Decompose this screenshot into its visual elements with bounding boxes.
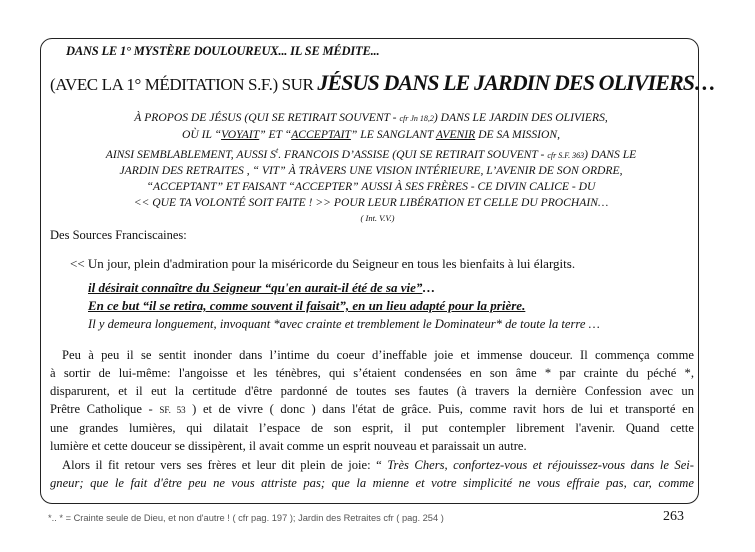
header-title: JÉSUS DANS LE JARDIN DES OLIVIERS… (317, 70, 716, 95)
source-ref: cfr S.F. 363 (547, 150, 585, 160)
intro-line: OÙ IL “VOYAIT” ET “ACCEPTAIT” LE SANGLANT AVENIR DE SA MISSION, (181, 127, 561, 141)
paragraph-line: lumière et cette douceur se dissipèrent, il avait comme un esprit nouveau et paraissait un autre. (50, 439, 527, 454)
intro-line: “ACCEPTANT” ET FAISANT “ACCEPTER” AUSSI À SES FRÈRES - CE DIVIN CALICE - DU (146, 180, 596, 194)
source-ref: SF. 53 (159, 405, 186, 416)
intro-line: JARDIN DES RETRAITES , “ VIT” À TRÀVERS UNE VISION INTÉRIEURE, L’AVENIR DE SON ORDRE, (119, 164, 623, 178)
paragraph-line: Peu à peu il se sentit inonder dans l’intime du coeur d’ineffable joie et immense douceur. Il commença comme (62, 348, 694, 362)
bold-quote-2: En ce but “il se retira, comme souvent il faisait”, en un lieu adapté pour la prière. (88, 298, 526, 313)
paragraph-line: Prêtre Catholique - SF. 53 ) et de vivre ( donc ) dans l'état de grâce. Puis, comme ravit hors de lui et transporté en (50, 402, 694, 417)
paragraph-line: Alors il fit retour vers ses frères et leur dit plein de joie: “ Très Chers, confortez-vous et réjouissez-vous dans le Sei- (62, 457, 694, 472)
paragraph-line: une grandes lumières, qui dilatait l’espace de son esprit, il put contempler librement l'avenir. Quand cette (50, 421, 694, 436)
sources-label: Des Sources Franciscaines: (50, 228, 187, 242)
page-number: 263 (663, 509, 684, 524)
body-paragraph (50, 346, 694, 492)
italic-quote: Il y demeura longuement, invoquant *avec crainte et tremblement le Dominateur* de toute la terre … (88, 317, 600, 331)
intro-line: AINSI SEMBLABLEMENT, AUSSI $S^t$. FRANCOIS D’ASSISE (QUI SE RETIRAIT SOUVENT - cfr S.F. 363) DANS LE (105, 145, 637, 161)
paragraph-line: disparurent, et il eut la certitude d'être pardonné de toutes ses fautes (à travers la dernière Confession avec un (50, 384, 694, 399)
bold-quote-1: il désirait connaître du Seigneur “qu'en aurait-il été de sa vie”… (88, 280, 436, 295)
intro-line: << QUE TA VOLONTÉ SOIT FAITE ! >> POUR LEUR LIBÉRATION ET CELLE DU PROCHAIN… (133, 195, 609, 209)
footnote: *.. * = Crainte seule de Dieu, et non d'autre ! ( cfr pag. 197 ); Jardin des Retraites cfr ( pag. 254 ) (48, 513, 444, 523)
header-line-1: DANS LE 1° MYSTÈRE DOULOUREUX... IL SE MÉDITE... (66, 44, 380, 58)
paragraph-line: à sortir de lui-même: l'angoisse et les ténèbres, qui s’étaient condensées en son âme * par crainte du péché *, (50, 366, 694, 381)
intro-line: À PROPOS DE JÉSUS (QUI SE RETIRAIT SOUVENT - cfr Jn 18,2) DANS LE JARDIN DES OLIVIERS, (134, 111, 608, 124)
header-line-2 (50, 70, 715, 96)
intro-block (46, 110, 696, 211)
header-prefix: (AVEC LA 1° MÉDITATION S.F.) SUR (50, 75, 318, 94)
intro-credit: ( Int. V.V.) (360, 213, 395, 223)
quote-line: << Un jour, plein d'admiration pour la miséricorde du Seigneur en tous les bienfaits à lui élargits. (70, 256, 576, 271)
scripture-ref: cfr Jn 18,2 (399, 114, 434, 123)
paragraph-line: gneur; que le fait d'être peu ne vous attriste pas; que la mienne et votre simplicité ne vous effraie pas, car, comme (50, 475, 694, 490)
